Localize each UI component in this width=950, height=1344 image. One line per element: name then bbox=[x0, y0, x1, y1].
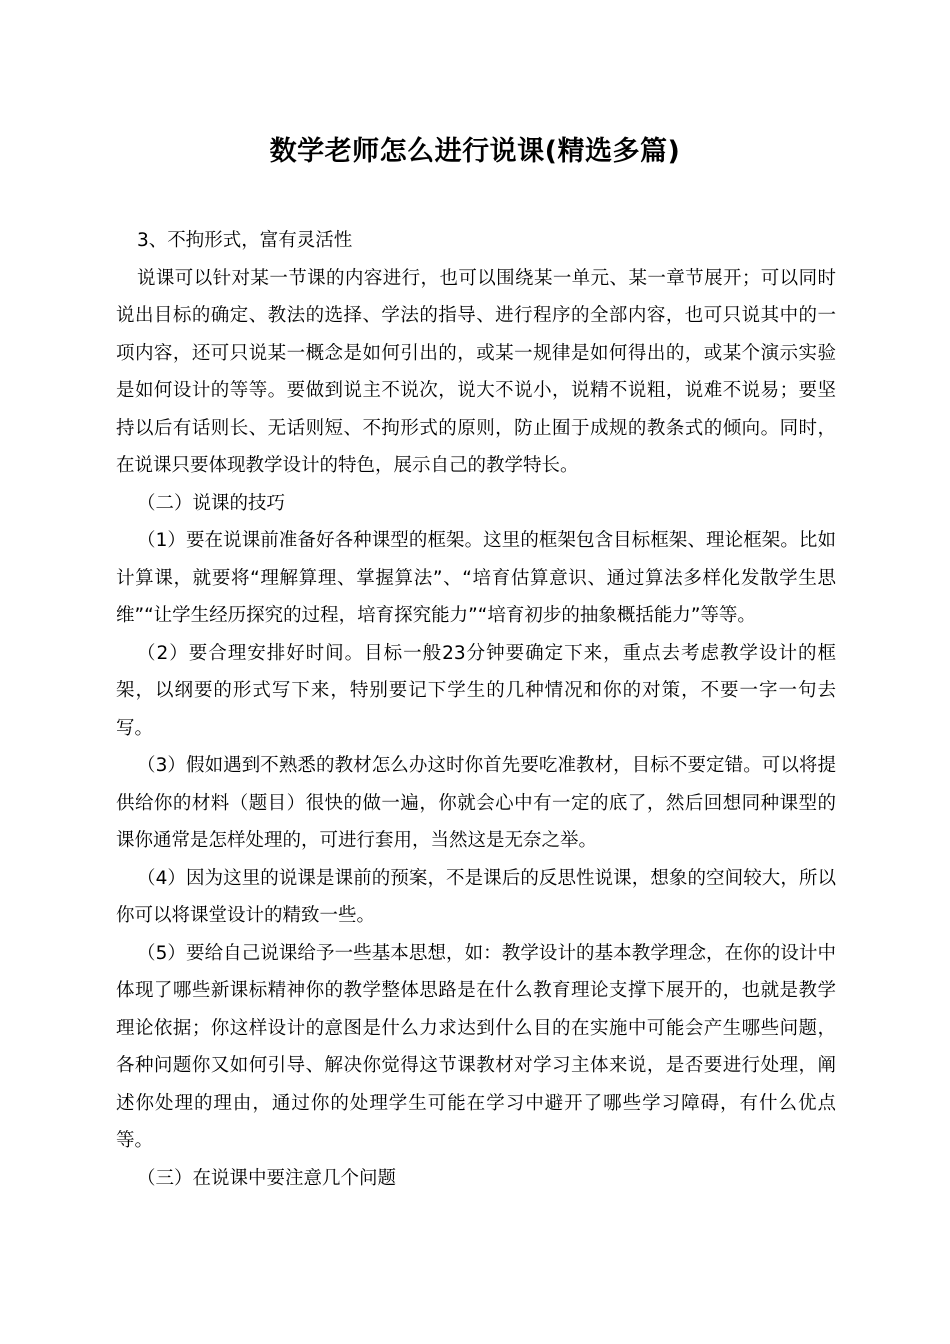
section-heading-issues: （三）在说课中要注意几个问题 bbox=[137, 1167, 397, 1189]
section-heading-flexibility: 3、不拘形式，富有灵活性 bbox=[137, 230, 353, 251]
document-body bbox=[116, 222, 836, 1197]
paragraph-skill-4: （4）因为这里的说课是课前的预案，不是课后的反思性说课，想象的空间较大，所以你可以将课堂设计的精致一些。 bbox=[116, 867, 836, 926]
paragraph-skill-2: （2）要合理安排好时间。目标一般23分钟要确定下来，重点去考虑教学设计的框架，以纲要的形式写下来，特别要记下学生的几种情况和你的对策，不要一字一句去写。 bbox=[116, 642, 836, 739]
section-heading-skills: （二）说课的技巧 bbox=[137, 492, 286, 514]
paragraph-flexibility: 说课可以针对某一节课的内容进行，也可以围绕某一单元、某一章节展开；可以同时说出目标的确定、教法的选择、学法的指导、进行程序的全部内容，也可只说其中的一项内容，还可只说某一概念是如何引出的，或某一规律是如何得出的，或某个演示实验是如何设计的等等。要做到说主不说次，说大不说小，说精不说粗，说难不说易；要坚持以后有话则长、无话则短、不拘形式的原则，防止囿于成规的教条式的倾向。同时，在说课只要体现教学设计的特色，展示自己的教学特长。 bbox=[116, 267, 836, 476]
paragraph-skill-1: （1）要在说课前准备好各种课型的框架。这里的框架包含目标框架、理论框架。比如计算课，就要将“理解算理、掌握算法”、“培育估算意识、通过算法多样化发散学生思维”“让学生经历探究的过程，培育探究能力”“培育初步的抽象概括能力”等等。 bbox=[116, 530, 836, 626]
paragraph-skill-3: （3）假如遇到不熟悉的教材怎么办这时你首先要吃准教材，目标不要定错。可以将提供给你的材料（题目）很快的做一遍，你就会心中有一定的底了，然后回想同种课型的课你通常是怎样处理的，可进行套用，当然这是无奈之举。 bbox=[116, 755, 836, 851]
paragraph-skill-5: （5）要给自己说课给予一些基本思想，如：教学设计的基本教学理念，在你的设计中体现了哪些新课标精神你的教学整体思路是在什么教育理论支撑下展开的，也就是教学理论依据；你这样设计的意图是什么力求达到什么目的在实施中可能会产生哪些问题，各种问题你又如何引导、解决你觉得这节课教材对学习主体来说，是否要进行处理，阐述你处理的理由，通过你的处理学生可能在学习中避开了哪些学习障碍，有什么优点等。 bbox=[116, 942, 836, 1151]
document-title: 数学老师怎么进行说课(精选多篇) bbox=[269, 136, 681, 167]
